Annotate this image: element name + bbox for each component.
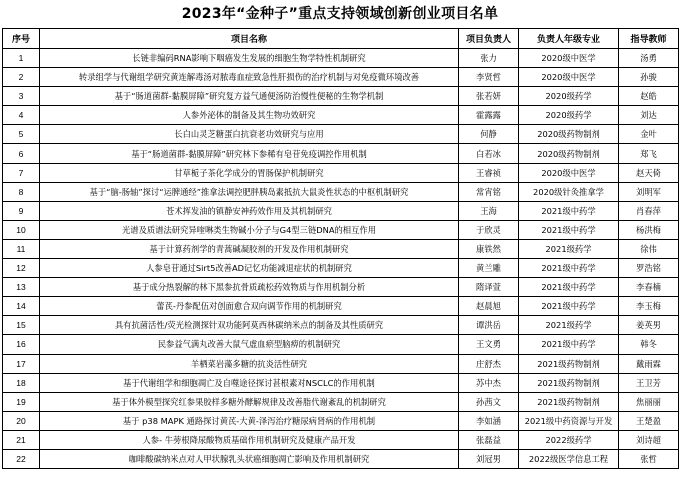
cell-grade: 2021级药学: [519, 239, 619, 258]
cell-advisor: 张哲: [619, 449, 679, 468]
cell-advisor: 王楚盈: [619, 411, 679, 430]
cell-advisor: 罗浩铭: [619, 259, 679, 278]
cell-leader: 李贤哲: [459, 68, 519, 87]
cell-no: 3: [3, 87, 40, 106]
cell-advisor: 杨洪梅: [619, 220, 679, 239]
cell-leader: 白若冰: [459, 144, 519, 163]
cell-advisor: 徐伟: [619, 239, 679, 258]
cell-grade: 2020级药学: [519, 106, 619, 125]
header-advisor: 指导教师: [619, 29, 679, 49]
cell-no: 10: [3, 220, 40, 239]
cell-advisor: 肖春萍: [619, 201, 679, 220]
table-row: [3, 392, 679, 411]
cell-grade: 2020级针灸推拿学: [519, 182, 619, 201]
table-row: [3, 87, 679, 106]
cell-no: 19: [3, 392, 40, 411]
cell-leader: 王睿祯: [459, 163, 519, 182]
cell-no: 17: [3, 354, 40, 373]
cell-leader: 谭洪岳: [459, 316, 519, 335]
cell-project: 人参外泌体的制备及其生物功效研究: [40, 106, 459, 125]
table-row: [3, 297, 679, 316]
table-header-row: [3, 29, 679, 49]
cell-project: 光谱及质谱法研究异喹啉类生物碱小分子与G4型三链DNA的相互作用: [40, 220, 459, 239]
cell-no: 2: [3, 68, 40, 87]
cell-advisor: 李玉梅: [619, 297, 679, 316]
cell-project: 基于成分热裂解的林下黑参抗骨质疏松药效物质与作用机制分析: [40, 278, 459, 297]
cell-advisor: 孙骏: [619, 68, 679, 87]
cell-grade: 2021级中药学: [519, 259, 619, 278]
cell-leader: 王文勇: [459, 335, 519, 354]
table-row: [3, 106, 679, 125]
cell-project: 蕾芪-丹参配伍对创面愈合双向调节作用的机制研究: [40, 297, 459, 316]
cell-advisor: 赵皓: [619, 87, 679, 106]
cell-advisor: 刘达: [619, 106, 679, 125]
cell-no: 6: [3, 144, 40, 163]
cell-project: 基于代谢组学和细胞凋亡及自噬途径探讨甚根素对NSCLC的作用机制: [40, 373, 459, 392]
cell-grade: 2021级中药学: [519, 335, 619, 354]
cell-no: 7: [3, 163, 40, 182]
cell-project: 苍术挥发油的镇静安神药效作用及其机制研究: [40, 201, 459, 220]
cell-grade: 2021级中药学: [519, 278, 619, 297]
header-project: 项目名称: [40, 29, 459, 49]
cell-project: 人参- 牛蒡根降尿酸物质基础作用机制研究及健康产品开发: [40, 430, 459, 449]
cell-no: 13: [3, 278, 40, 297]
cell-grade: 2021级中药学: [519, 297, 619, 316]
cell-leader: 黄兰雕: [459, 259, 519, 278]
header-leader: 项目负责人: [459, 29, 519, 49]
cell-no: 9: [3, 201, 40, 220]
table-row: [3, 449, 679, 468]
cell-grade: 2020级药物制剂: [519, 144, 619, 163]
cell-no: 12: [3, 259, 40, 278]
cell-advisor: 戴雨霖: [619, 354, 679, 373]
cell-project: 长白山灵芝糖蛋白抗衰老功效研究与应用: [40, 125, 459, 144]
cell-grade: 2020级中医学: [519, 49, 619, 68]
cell-advisor: 刘诗超: [619, 430, 679, 449]
table-row: [3, 259, 679, 278]
cell-project: 羊栖菜岩藻多糖的抗炎活性研究: [40, 354, 459, 373]
cell-project: 基于“脑-肠轴”探讨“运脾通经”推拿法调控肥胖胰岛素抵抗大鼠炎性状态的中枢机制研究: [40, 182, 459, 201]
cell-leader: 庄舒杰: [459, 354, 519, 373]
table-row: [3, 201, 679, 220]
table-row: [3, 144, 679, 163]
cell-leader: 霍露露: [459, 106, 519, 125]
cell-grade: 2021级药物制剂: [519, 392, 619, 411]
cell-no: 15: [3, 316, 40, 335]
cell-no: 1: [3, 49, 40, 68]
cell-no: 16: [3, 335, 40, 354]
cell-grade: 2022级药学: [519, 430, 619, 449]
table-row: [3, 163, 679, 182]
table-row: [3, 335, 679, 354]
cell-grade: 2021级药物制剂: [519, 373, 619, 392]
cell-grade: 2021级药学: [519, 316, 619, 335]
cell-project: 具有抗菌活性/荧光检测探针双功能阿莫西林碳纳米点的制备及其性质研究: [40, 316, 459, 335]
cell-no: 22: [3, 449, 40, 468]
cell-project: 咖啡酸碳纳米点对人甲状腺乳头状癌细胞凋亡影响及作用机制研究: [40, 449, 459, 468]
cell-leader: 刘冠男: [459, 449, 519, 468]
cell-leader: 张磊益: [459, 430, 519, 449]
cell-leader: 李如涵: [459, 411, 519, 430]
table-row: [3, 411, 679, 430]
cell-project: 基于“肠道菌群-黏膜屏障”研究林下参稀有皂苷免疫调控作用机制: [40, 144, 459, 163]
cell-leader: 苏中杰: [459, 373, 519, 392]
table-row: [3, 373, 679, 392]
cell-grade: 2020级中医学: [519, 68, 619, 87]
table-row: [3, 182, 679, 201]
cell-project: 转录组学与代谢组学研究黄连解毒汤对脓毒血症致急性肝损伤的治疗机制与对免疫微环境改善: [40, 68, 459, 87]
cell-no: 5: [3, 125, 40, 144]
cell-project: 甘草栀子茶化学成分的胃肠保护机制研究: [40, 163, 459, 182]
cell-project: 人参皂苷通过Sirt5改善AD记忆功能减退症状的机制研究: [40, 259, 459, 278]
cell-advisor: 韩冬: [619, 335, 679, 354]
cell-no: 14: [3, 297, 40, 316]
cell-leader: 常宵铭: [459, 182, 519, 201]
table-row: [3, 49, 679, 68]
cell-advisor: 汤勇: [619, 49, 679, 68]
header-no: 序号: [3, 29, 40, 49]
cell-leader: 于欣灵: [459, 220, 519, 239]
table-row: [3, 68, 679, 87]
cell-advisor: 姜英男: [619, 316, 679, 335]
cell-advisor: 焦丽丽: [619, 392, 679, 411]
cell-grade: 2021级中药资源与开发: [519, 411, 619, 430]
cell-project: 基于“肠道菌群-黏膜屏障”研究复方益气通便汤防治慢性便秘的生物学机制: [40, 87, 459, 106]
table-row: [3, 430, 679, 449]
table-row: [3, 239, 679, 258]
cell-no: 11: [3, 239, 40, 258]
cell-advisor: 李春楠: [619, 278, 679, 297]
page-title: 2023年“金种子”重点支持领域创新创业项目名单: [181, 6, 499, 22]
cell-advisor: 赵天倚: [619, 163, 679, 182]
cell-no: 4: [3, 106, 40, 125]
cell-leader: 孙茜文: [459, 392, 519, 411]
table-row: [3, 125, 679, 144]
table-row: [3, 278, 679, 297]
cell-advisor: 郑飞: [619, 144, 679, 163]
header-grade: 负责人年级专业: [519, 29, 619, 49]
cell-leader: 何静: [459, 125, 519, 144]
cell-project: 民参益气满丸改善大鼠气虚血瘀型脑痹的机制研究: [40, 335, 459, 354]
cell-advisor: 王卫芳: [619, 373, 679, 392]
cell-no: 18: [3, 373, 40, 392]
cell-leader: 张力: [459, 49, 519, 68]
table-row: [3, 316, 679, 335]
cell-grade: 2020级中医学: [519, 163, 619, 182]
cell-project: 基于体外模型探究红参果胶样多糖外酵解规律及改善脂代谢紊乱的机制研究: [40, 392, 459, 411]
project-table: [2, 28, 679, 469]
cell-grade: 2021级药物制剂: [519, 354, 619, 373]
cell-grade: 2021级中药学: [519, 201, 619, 220]
cell-grade: 2022级医学信息工程: [519, 449, 619, 468]
cell-grade: 2020级药物制剂: [519, 125, 619, 144]
cell-project: 长链非编码RNA影响下咽癌发生发展的细胞生物学特性机制研究: [40, 49, 459, 68]
cell-leader: 张若妍: [459, 87, 519, 106]
cell-advisor: 金叶: [619, 125, 679, 144]
cell-leader: 赵晨旭: [459, 297, 519, 316]
cell-no: 21: [3, 430, 40, 449]
table-row: [3, 220, 679, 239]
cell-leader: 隋译萱: [459, 278, 519, 297]
table-row: [3, 354, 679, 373]
cell-no: 20: [3, 411, 40, 430]
cell-project: 基于计算药剂学的青蒿碱凝胶剂的开发及作用机制研究: [40, 239, 459, 258]
cell-advisor: 刘明军: [619, 182, 679, 201]
cell-no: 8: [3, 182, 40, 201]
cell-leader: 王海: [459, 201, 519, 220]
cell-leader: 康铁然: [459, 239, 519, 258]
cell-project: 基于 p38 MAPK 通路探讨黄芪-大黄-泽泻治疗糖尿病肾病的作用机制: [40, 411, 459, 430]
cell-grade: 2021级中药学: [519, 220, 619, 239]
cell-grade: 2020级药学: [519, 87, 619, 106]
